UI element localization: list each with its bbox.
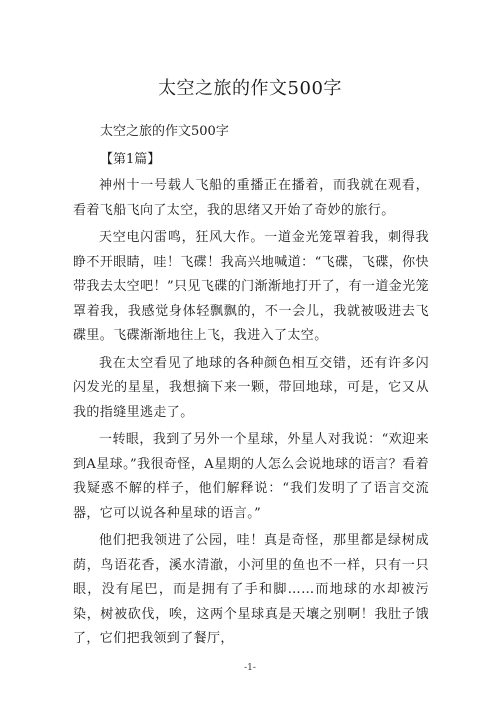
page-number: -1- [244, 663, 256, 673]
paragraph-2: 天空电闪雷鸣，狂风大作。一道金光笼罩着我，刺得我睁不开眼睛，哇！飞碟！我高兴地喊道：“飞碟，飞碟，你快带我去太空吧！”只见飞碟的门渐渐地打开了，有一道金光笼罩着我，我感觉身体轻飘飘的，不一会儿，我就被吸进去飞碟里。飞碟渐渐地往上飞，我进入了太空。 [73, 230, 429, 343]
paragraph-1: 神州十一号载人飞船的重播正在播着，而我就在观看，看着飞船飞向了太空，我的思绪又开始了奇妙的旅行。 [73, 178, 429, 218]
document-subtitle: 太空之旅的作文500字 [100, 124, 229, 139]
document-title: 太空之旅的作文500字 [158, 78, 342, 99]
paragraph-3: 我在太空看见了地球的各种颜色相互交错，还有许多闪闪发光的星星，我想摘下来一颗，带回地球，可是，它又从我的指缝里逃走了。 [73, 355, 429, 420]
document-body [73, 174, 429, 655]
section-heading: 【第1篇】 [100, 152, 161, 167]
paragraph-5: 他们把我领进了公园，哇！真是奇怪，那里都是绿树成荫，鸟语花香，溪水清澈，小河里的鱼也不一样，只有一只眼，没有尾巴，而是拥有了手和脚……而地球的水却被污染，树被砍伐，唉，这两个星球真是天壤之别啊！我肚子饿了，它们把我领到了餐厅， [73, 533, 429, 646]
paragraph-4: 一转眼，我到了另外一个星球，外星人对我说：“欢迎来到A星球。”我很奇怪，A星期的人怎么会说地球的语言？看着我疑惑不解的样子，他们解释说：“我们发明了了语言交流器，它可以说各种星球的语言。” [73, 432, 429, 521]
